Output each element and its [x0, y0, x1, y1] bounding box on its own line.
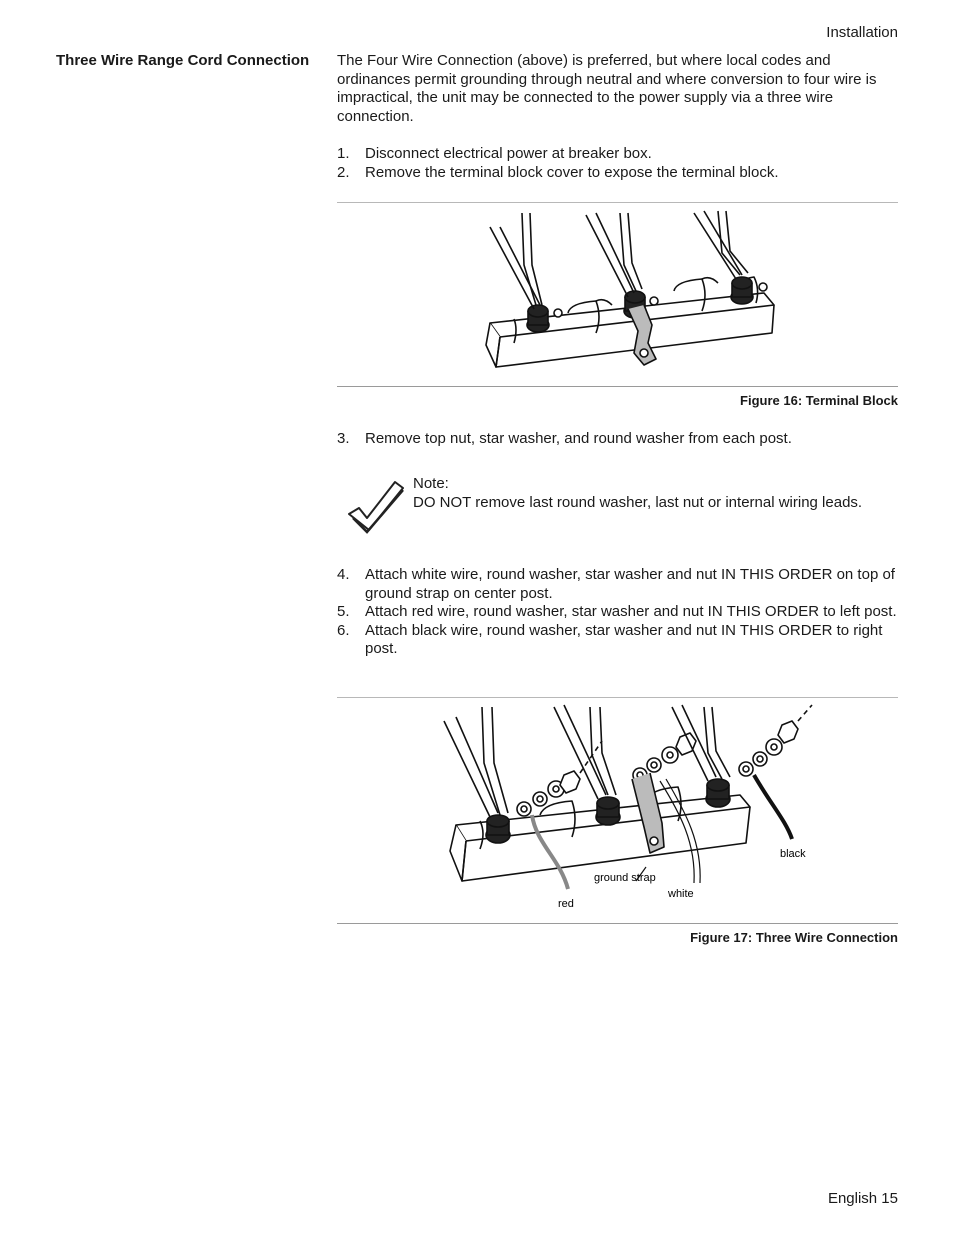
- divider: [337, 202, 898, 203]
- step-text: Attach red wire, round washer, star washer and nut IN THIS ORDER to left post.: [365, 603, 897, 620]
- checkmark-icon: [345, 478, 405, 534]
- terminal-block-illustration: [478, 205, 778, 375]
- list-item: [337, 164, 899, 183]
- figure-17-caption: Figure 17: Three Wire Connection: [690, 930, 898, 945]
- steps-list-1: [337, 145, 899, 182]
- list-item: [337, 430, 899, 449]
- figure-16-caption: Figure 16: Terminal Block: [740, 393, 898, 408]
- note-text: DO NOT remove last round washer, last nut or internal wiring leads.: [413, 493, 863, 511]
- step-text: Attach white wire, round washer, star washer and nut IN THIS ORDER on top of ground strap on center post.: [365, 566, 895, 602]
- step-number: 2.: [337, 163, 350, 181]
- step-text: Remove the terminal block cover to expose the terminal block.: [365, 163, 779, 181]
- list-item: [337, 145, 899, 164]
- divider: [337, 386, 898, 387]
- step-number: 1.: [337, 145, 350, 162]
- note-heading: Note:: [413, 475, 449, 492]
- step-number: 5.: [337, 603, 350, 620]
- list-item: [337, 603, 899, 622]
- intro-paragraph: The Four Wire Connection (above) is preferred, but where local codes and ordinances permit grounding through neutral and where conversion to four wire is impractical, the unit may be connected to the power supply via a three wire connection.: [337, 52, 877, 125]
- step-text: Remove top nut, star washer, and round washer from each post.: [365, 430, 792, 447]
- steps-list-2: [337, 430, 899, 449]
- step-text: Disconnect electrical power at breaker box.: [365, 145, 652, 162]
- list-item: [337, 566, 899, 603]
- divider: [337, 923, 898, 924]
- ground-strap-label: ground strap: [594, 872, 656, 884]
- note-block: [413, 475, 862, 512]
- black-wire-label: black: [780, 848, 806, 860]
- list-item: [337, 622, 899, 659]
- step-number: 3.: [337, 430, 350, 447]
- page-section-header: Installation: [826, 24, 898, 41]
- white-wire-label: white: [668, 888, 694, 900]
- three-wire-connection-illustration: [440, 703, 820, 918]
- step-number: 6.: [337, 621, 350, 639]
- step-number: 4.: [337, 566, 350, 583]
- step-text: Attach black wire, round washer, star washer and nut IN THIS ORDER to right post.: [365, 621, 883, 657]
- page-footer: English 15: [827, 1190, 898, 1207]
- divider: [337, 697, 898, 698]
- steps-list-3: [337, 566, 899, 659]
- red-wire-label: red: [558, 898, 574, 910]
- section-title: Three Wire Range Cord Connection: [56, 52, 310, 69]
